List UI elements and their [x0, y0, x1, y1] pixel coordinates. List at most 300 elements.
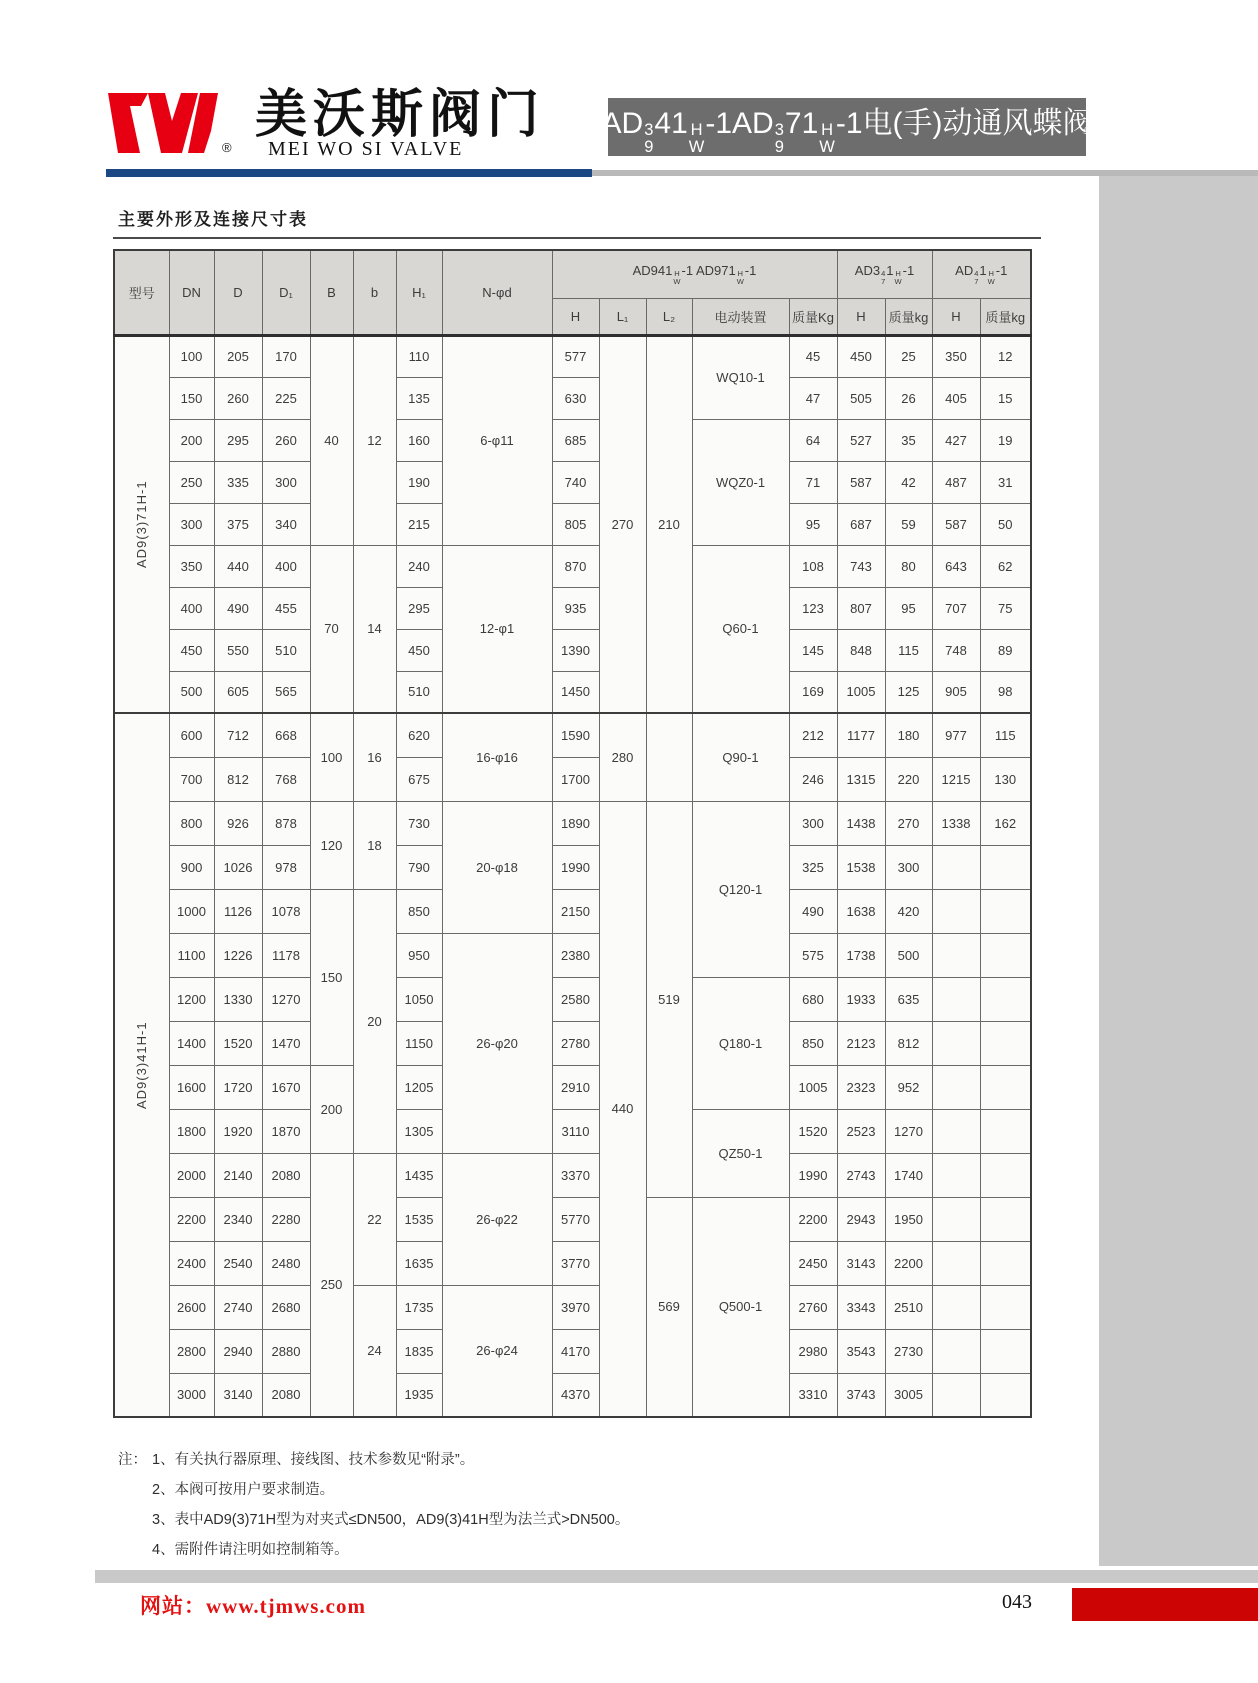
note-line	[118, 1505, 878, 1535]
table-cell	[932, 1109, 980, 1153]
note-label	[118, 1505, 152, 1535]
table-cell: 900	[169, 845, 214, 889]
table-cell: 2743	[837, 1153, 885, 1197]
table-cell: 40	[310, 335, 353, 545]
table-cell: 70	[310, 545, 353, 713]
column-header: D₁	[262, 250, 310, 335]
table-cell: 12-φ1	[442, 545, 552, 713]
column-header: H	[837, 298, 885, 335]
table-cell	[980, 1329, 1031, 1373]
table-cell: 1050	[396, 977, 442, 1021]
table-cell: 1700	[552, 757, 599, 801]
table-cell	[932, 1065, 980, 1109]
table-cell: 26-φ22	[442, 1153, 552, 1285]
table-cell: 848	[837, 629, 885, 671]
table-cell	[932, 1153, 980, 1197]
table-cell: 620	[396, 713, 442, 757]
table-cell: Q500-1	[692, 1197, 789, 1417]
table-cell	[980, 1241, 1031, 1285]
table-cell: 2510	[885, 1285, 932, 1329]
table-cell: 246	[789, 757, 837, 801]
table-cell: 35	[885, 419, 932, 461]
table-cell: 3743	[837, 1373, 885, 1417]
table-cell: 1735	[396, 1285, 442, 1329]
table-cell: 2880	[262, 1329, 310, 1373]
table-cell: 169	[789, 671, 837, 713]
table-cell: 145	[789, 629, 837, 671]
table-cell: 1470	[262, 1021, 310, 1065]
table-cell: 510	[262, 629, 310, 671]
table-cell: 1590	[552, 713, 599, 757]
table-cell: 500	[169, 671, 214, 713]
page-number: 043	[1002, 1591, 1032, 1613]
table-cell: 500	[885, 933, 932, 977]
table-cell	[932, 1329, 980, 1373]
column-header: D	[214, 250, 262, 335]
table-cell: 643	[932, 545, 980, 587]
table-cell: 1870	[262, 1109, 310, 1153]
table-cell: 2340	[214, 1197, 262, 1241]
table-cell: 440	[599, 801, 646, 1417]
table-cell: 3140	[214, 1373, 262, 1417]
table-cell: 135	[396, 377, 442, 419]
brand-name-en: MEI WO SI VALVE	[268, 138, 464, 160]
stacked-chars: H W	[819, 120, 835, 156]
table-cell	[980, 1197, 1031, 1241]
table-cell: 600	[169, 713, 214, 757]
table-cell: 225	[262, 377, 310, 419]
model-label: AD9(3)41H-1	[114, 713, 169, 1417]
brand-logo-icon	[108, 82, 218, 164]
table-cell: 20	[353, 889, 396, 1153]
table-cell: 42	[885, 461, 932, 503]
table-cell: 1520	[789, 1109, 837, 1153]
table-cell: 807	[837, 587, 885, 629]
table-cell: 850	[396, 889, 442, 933]
table-cell: 130	[980, 757, 1031, 801]
table-title-rule	[113, 237, 1041, 239]
table-cell: Q180-1	[692, 977, 789, 1109]
table-cell: 220	[885, 757, 932, 801]
table-cell: 1740	[885, 1153, 932, 1197]
table-cell: 687	[837, 503, 885, 545]
table-cell	[980, 933, 1031, 977]
model-group-header: AD941 H W -1 AD971 H W -1	[552, 250, 837, 298]
table-cell: 1638	[837, 889, 885, 933]
table-cell: 3370	[552, 1153, 599, 1197]
table-cell: 190	[396, 461, 442, 503]
table-cell: 2910	[552, 1065, 599, 1109]
table-cell: 1315	[837, 757, 885, 801]
column-header: H₁	[396, 250, 442, 335]
table-cell: 812	[885, 1021, 932, 1065]
column-header: 质量Kg	[789, 298, 837, 335]
table-cell: 1177	[837, 713, 885, 757]
table-cell: 115	[980, 713, 1031, 757]
table-cell: 1305	[396, 1109, 442, 1153]
table-cell: 6-φ11	[442, 335, 552, 545]
column-header: 电动装置	[692, 298, 789, 335]
table-cell: 519	[646, 801, 692, 1197]
stacked-chars: 4 7	[974, 268, 979, 286]
table-cell: 748	[932, 629, 980, 671]
table-cell: 1126	[214, 889, 262, 933]
table-cell: 215	[396, 503, 442, 545]
table-cell	[932, 1021, 980, 1065]
table-cell: 870	[552, 545, 599, 587]
table-cell: 400	[169, 587, 214, 629]
table-cell: 110	[396, 335, 442, 377]
table-cell: 630	[552, 377, 599, 419]
table-cell: 22	[353, 1153, 396, 1285]
table-cell: 1720	[214, 1065, 262, 1109]
table-cell: 162	[980, 801, 1031, 845]
table-cell: 15	[980, 377, 1031, 419]
table-cell: 4170	[552, 1329, 599, 1373]
table-cell: 605	[214, 671, 262, 713]
table-cell: 108	[789, 545, 837, 587]
table-cell: 2200	[885, 1241, 932, 1285]
table-cell: 125	[885, 671, 932, 713]
note-label	[118, 1475, 152, 1505]
table-cell	[932, 1197, 980, 1241]
table-cell: 1933	[837, 977, 885, 1021]
table-cell: QZ50-1	[692, 1109, 789, 1197]
right-side-panel	[1099, 176, 1258, 1566]
stacked-chars: H W	[688, 120, 705, 156]
column-header: 质量kg	[980, 298, 1031, 335]
table-cell: 730	[396, 801, 442, 845]
table-cell: 16-φ16	[442, 713, 552, 801]
table-cell: 2940	[214, 1329, 262, 1373]
column-header: B	[310, 250, 353, 335]
table-cell	[932, 933, 980, 977]
table-cell: 805	[552, 503, 599, 545]
table-cell: 260	[214, 377, 262, 419]
table-cell: 2380	[552, 933, 599, 977]
table-cell: 550	[214, 629, 262, 671]
table-cell: 100	[310, 713, 353, 801]
table-cell: 16	[353, 713, 396, 801]
table-cell	[980, 1373, 1031, 1417]
table-cell: 89	[980, 629, 1031, 671]
table-cell: 740	[552, 461, 599, 503]
table-cell: 440	[214, 545, 262, 587]
column-header: L₂	[646, 298, 692, 335]
table-cell: 675	[396, 757, 442, 801]
table-cell: 1150	[396, 1021, 442, 1065]
note-label: 注：	[118, 1452, 147, 1468]
table-cell: 4370	[552, 1373, 599, 1417]
notes-block	[118, 1445, 878, 1565]
spec-table	[113, 249, 1032, 1418]
table-cell: 455	[262, 587, 310, 629]
product-title-banner	[601, 98, 1093, 156]
table-cell: 205	[214, 335, 262, 377]
table-cell: 375	[214, 503, 262, 545]
table-cell: 685	[552, 419, 599, 461]
table-cell: 800	[169, 801, 214, 845]
table-cell: 400	[262, 545, 310, 587]
column-header: H	[552, 298, 599, 335]
column-header: N-φd	[442, 250, 552, 335]
table-cell: 1538	[837, 845, 885, 889]
table-cell: 510	[396, 671, 442, 713]
table-cell: 1450	[552, 671, 599, 713]
table-cell: WQZ0-1	[692, 419, 789, 545]
table-cell: 712	[214, 713, 262, 757]
table-cell: 505	[837, 377, 885, 419]
table-cell: 1435	[396, 1153, 442, 1197]
table-cell: 26-φ24	[442, 1285, 552, 1417]
table-cell: 575	[789, 933, 837, 977]
table-cell: 3143	[837, 1241, 885, 1285]
table-cell: 95	[885, 587, 932, 629]
table-cell: 1635	[396, 1241, 442, 1285]
table-cell: 1950	[885, 1197, 932, 1241]
table-cell: 2280	[262, 1197, 310, 1241]
table-cell: 340	[262, 503, 310, 545]
registered-mark: ®	[222, 140, 232, 155]
table-cell: 2450	[789, 1241, 837, 1285]
table-cell: 1438	[837, 801, 885, 845]
brand-name-cn: 美沃斯阀门	[255, 87, 546, 144]
column-header: H	[932, 298, 980, 335]
table-cell: 50	[980, 503, 1031, 545]
table-cell: 26	[885, 377, 932, 419]
table-cell: 1935	[396, 1373, 442, 1417]
table-cell: 350	[169, 545, 214, 587]
table-cell: 1215	[932, 757, 980, 801]
table-cell: 878	[262, 801, 310, 845]
table-cell: 5770	[552, 1197, 599, 1241]
table-cell: 350	[932, 335, 980, 377]
stacked-chars: 4 7	[881, 268, 886, 286]
table-cell: 2150	[552, 889, 599, 933]
table-cell: 115	[885, 629, 932, 671]
table-cell: 487	[932, 461, 980, 503]
table-cell: 2800	[169, 1329, 214, 1373]
table-cell: 1100	[169, 933, 214, 977]
table-cell: 935	[552, 587, 599, 629]
table-cell: 905	[932, 671, 980, 713]
table-cell: 270	[599, 335, 646, 713]
table-cell	[932, 1373, 980, 1417]
table-cell	[980, 977, 1031, 1021]
table-cell: 2400	[169, 1241, 214, 1285]
table-cell: 295	[396, 587, 442, 629]
table-cell: 1205	[396, 1065, 442, 1109]
table-cell: 1835	[396, 1329, 442, 1373]
table-cell: 120	[310, 801, 353, 889]
table-cell: 1890	[552, 801, 599, 845]
table-cell: 98	[980, 671, 1031, 713]
table-cell: 1200	[169, 977, 214, 1021]
table-cell: 790	[396, 845, 442, 889]
table-cell: 2200	[789, 1197, 837, 1241]
table-cell: 71	[789, 461, 837, 503]
table-cell: 668	[262, 713, 310, 757]
table-cell: 1226	[214, 933, 262, 977]
table-cell: 926	[214, 801, 262, 845]
table-cell: 1000	[169, 889, 214, 933]
table-cell: 280	[599, 713, 646, 801]
table-cell: 2000	[169, 1153, 214, 1197]
table-cell: 19	[980, 419, 1031, 461]
table-cell: 743	[837, 545, 885, 587]
table-cell: 1330	[214, 977, 262, 1021]
footer-website: 网站：www.tjmws.com	[140, 1594, 366, 1618]
table-cell: 2140	[214, 1153, 262, 1197]
table-cell: 150	[310, 889, 353, 1065]
stacked-chars: H W	[673, 268, 681, 286]
table-cell: 59	[885, 503, 932, 545]
table-cell: 978	[262, 845, 310, 889]
table-cell: 80	[885, 545, 932, 587]
stacked-chars: 3 9	[774, 120, 784, 156]
table-cell: 95	[789, 503, 837, 545]
stacked-chars: H W	[987, 268, 995, 286]
table-cell: 2580	[552, 977, 599, 1021]
table-cell: 1738	[837, 933, 885, 977]
table-cell: 25	[885, 335, 932, 377]
table-cell: 12	[980, 335, 1031, 377]
table-cell: 62	[980, 545, 1031, 587]
table-cell: 1026	[214, 845, 262, 889]
table-cell: 270	[885, 801, 932, 845]
table-cell	[980, 1285, 1031, 1329]
table-cell: 952	[885, 1065, 932, 1109]
table-cell: 300	[885, 845, 932, 889]
table-cell: 3110	[552, 1109, 599, 1153]
table-cell: 18	[353, 801, 396, 889]
table-cell: 768	[262, 757, 310, 801]
table-cell: 20-φ18	[442, 801, 552, 933]
table-cell: 577	[552, 335, 599, 377]
table-cell: 160	[396, 419, 442, 461]
model-group-header: AD3 4 7 1 H W -1	[837, 250, 932, 298]
table-cell: 210	[646, 335, 692, 713]
table-cell	[980, 1153, 1031, 1197]
table-cell: 2730	[885, 1329, 932, 1373]
note-label	[118, 1535, 152, 1565]
note-line	[118, 1535, 878, 1565]
table-cell: 587	[837, 461, 885, 503]
note-text: 2、本阀可按用户要求制造。	[152, 1482, 335, 1498]
table-cell: 450	[396, 629, 442, 671]
table-cell: 527	[837, 419, 885, 461]
column-header: 型号	[114, 250, 169, 335]
table-cell: 2540	[214, 1241, 262, 1285]
table-cell	[932, 845, 980, 889]
note-text: 3、表中AD9(3)71H型为对夹式≤DN500，AD9(3)41H型为法兰式>DN500。	[152, 1512, 630, 1528]
table-cell	[932, 977, 980, 1021]
table-cell: 12	[353, 335, 396, 545]
note-text: 4、需附件请注明如控制箱等。	[152, 1542, 349, 1558]
table-cell: 977	[932, 713, 980, 757]
table-cell: 64	[789, 419, 837, 461]
table-cell: 2780	[552, 1021, 599, 1065]
table-cell: 635	[885, 977, 932, 1021]
table-cell: 450	[169, 629, 214, 671]
table-cell: 150	[169, 377, 214, 419]
column-header: DN	[169, 250, 214, 335]
table-cell: 1920	[214, 1109, 262, 1153]
table-cell: 1670	[262, 1065, 310, 1109]
table-cell: 850	[789, 1021, 837, 1065]
table-cell: 1990	[552, 845, 599, 889]
table-cell: 3005	[885, 1373, 932, 1417]
note-line	[118, 1475, 878, 1505]
table-cell: 1600	[169, 1065, 214, 1109]
table-cell: 1800	[169, 1109, 214, 1153]
table-cell	[932, 889, 980, 933]
table-cell	[980, 845, 1031, 889]
table-cell: 565	[262, 671, 310, 713]
table-cell: 2080	[262, 1373, 310, 1417]
table-cell: 1005	[789, 1065, 837, 1109]
table-cell: 3310	[789, 1373, 837, 1417]
spec-table-wrap	[113, 249, 1032, 1418]
table-cell: 1178	[262, 933, 310, 977]
table-cell: 335	[214, 461, 262, 503]
table-cell: 420	[885, 889, 932, 933]
table-cell: 180	[885, 713, 932, 757]
table-cell: 950	[396, 933, 442, 977]
stacked-chars: 3 9	[644, 120, 654, 156]
table-cell: 1990	[789, 1153, 837, 1197]
table-cell: 700	[169, 757, 214, 801]
table-cell: 2123	[837, 1021, 885, 1065]
table-cell: 1390	[552, 629, 599, 671]
table-cell: Q120-1	[692, 801, 789, 977]
table-cell: Q60-1	[692, 545, 789, 713]
table-cell: 24	[353, 1285, 396, 1417]
column-header: 质量kg	[885, 298, 932, 335]
table-cell: 427	[932, 419, 980, 461]
table-cell	[932, 1241, 980, 1285]
table-cell: 200	[310, 1065, 353, 1153]
table-cell: 707	[932, 587, 980, 629]
table-cell: 75	[980, 587, 1031, 629]
note-text: 1、有关执行器原理、接线图、技术参数见“附录”。	[152, 1452, 475, 1468]
table-cell: 14	[353, 545, 396, 713]
table-cell: 260	[262, 419, 310, 461]
table-cell: 47	[789, 377, 837, 419]
table-cell: 1270	[885, 1109, 932, 1153]
table-cell: 2680	[262, 1285, 310, 1329]
table-cell	[980, 1109, 1031, 1153]
table-cell: 2600	[169, 1285, 214, 1329]
table-cell: 1535	[396, 1197, 442, 1241]
table-cell: 3343	[837, 1285, 885, 1329]
table-cell: 490	[214, 587, 262, 629]
table-cell: 2760	[789, 1285, 837, 1329]
table-cell: 295	[214, 419, 262, 461]
table-cell	[980, 1021, 1031, 1065]
table-cell: 1338	[932, 801, 980, 845]
table-cell	[932, 1285, 980, 1329]
table-cell: 2523	[837, 1109, 885, 1153]
table-cell: 490	[789, 889, 837, 933]
table-cell: 300	[262, 461, 310, 503]
table-cell: 2980	[789, 1329, 837, 1373]
table-cell: 123	[789, 587, 837, 629]
table-cell: 3543	[837, 1329, 885, 1373]
table-cell: 2200	[169, 1197, 214, 1241]
table-cell	[980, 889, 1031, 933]
table-cell: 2740	[214, 1285, 262, 1329]
